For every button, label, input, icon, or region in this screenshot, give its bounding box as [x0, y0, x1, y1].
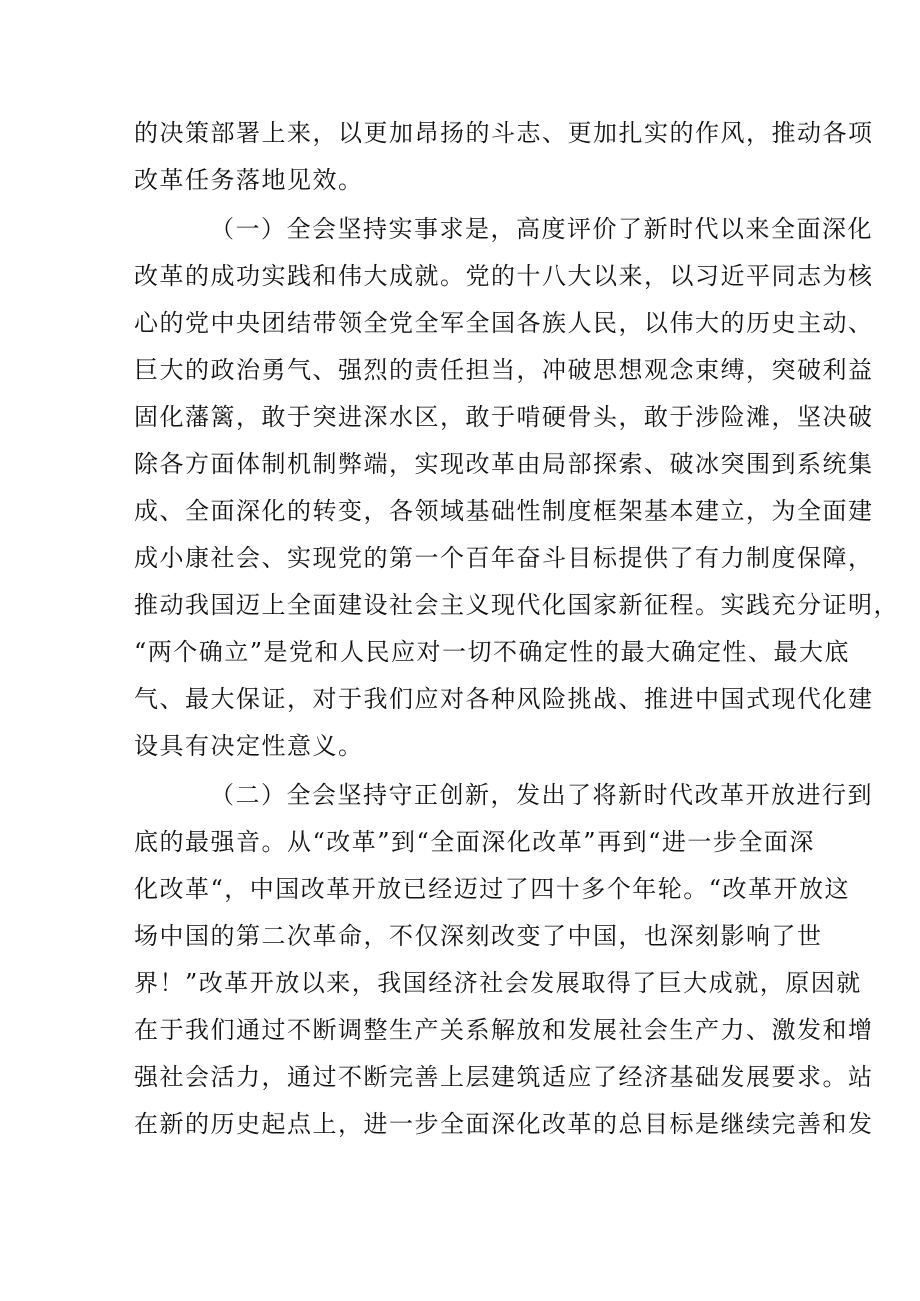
text-line: “两个确立”是党和人民应对一切不确定性的最大确定性、最大底	[134, 638, 851, 666]
text-line: 在于我们通过不断调整生产关系解放和发展社会生产力、激发和增	[134, 1016, 874, 1044]
text-line: 心的党中央团结带领全党全军全国各族人民，以伟大的历史主动、	[134, 309, 874, 337]
text-line: 在新的历史起点上，进一步全面深化改革的总目标是继续完善和发	[134, 1110, 874, 1138]
text-line: 底的最强音。从“改革”到“全面深化改革”再到“进一步全面深	[134, 828, 815, 856]
paragraph-one	[134, 206, 899, 770]
text-line: 的决策部署上来，以更加昂扬的斗志、更加扎实的作风，推动各项	[134, 119, 874, 147]
text-line: 固化藩篱，敢于突进深水区，敢于啃硬骨头，敢于涉险滩，坚决破	[134, 403, 874, 431]
text-line: 改革任务落地见效。	[134, 166, 364, 194]
paragraph-two	[134, 772, 874, 1148]
text-line: 强社会活力，通过不断完善上层建筑适应了经济基础发展要求。站	[134, 1063, 874, 1091]
paragraph-continuation	[134, 110, 874, 204]
text-line: 推动我国迈上全面建设社会主义现代化国家新征程。实践充分证明，	[134, 591, 899, 619]
text-line: 改革的成功实践和伟大成就。党的十八大以来，以习近平同志为核	[134, 262, 874, 290]
text-line: 除各方面体制机制弊端，实现改革由局部探索、破冰突围到系统集	[134, 450, 874, 478]
document-body	[134, 110, 899, 1148]
text-line: （二）全会坚持守正创新，发出了将新时代改革开放进行到	[210, 781, 873, 809]
text-line: （一）全会坚持实事求是，高度评价了新时代以来全面深化	[210, 215, 873, 243]
text-line: 场中国的第二次革命，不仅深刻改变了中国，也深刻影响了世	[134, 922, 823, 950]
text-line: 气、最大保证，对于我们应对各种风险挑战、推进中国式现代化建	[134, 685, 874, 713]
text-line: 成小康社会、实现党的第一个百年奋斗目标提供了有力制度保障，	[134, 544, 874, 572]
text-line: 化改革“，中国改革开放已经迈过了四十多个年轮。“改革开放这	[134, 875, 851, 903]
text-line: 成、全面深化的转变，各领域基础性制度框架基本建立，为全面建	[134, 497, 874, 525]
text-line: 设具有决定性意义。	[134, 732, 364, 760]
text-line: 界！”改革开放以来，我国经济社会发展取得了巨大成就，原因就	[134, 969, 862, 997]
text-line: 巨大的政治勇气、强烈的责任担当，冲破思想观念束缚，突破利益	[134, 356, 874, 384]
